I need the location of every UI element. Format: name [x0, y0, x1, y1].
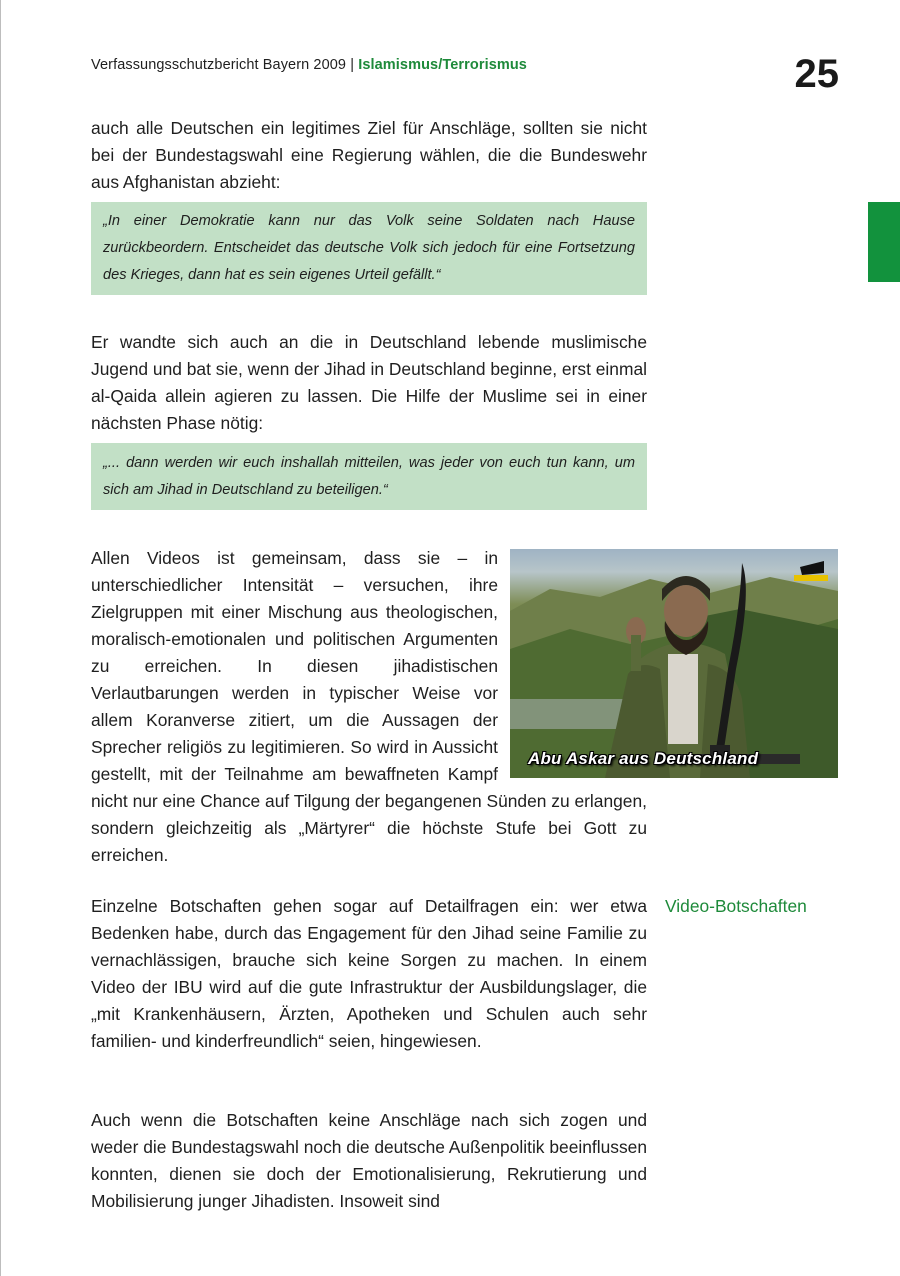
page-number: 25 [794, 52, 839, 96]
paragraph-3: Allen Videos ist gemeinsam, dass sie – in unterschiedlicher Intensität – versuchen, ihre Zielgruppen mit einer Mischung aus theologischen, moralisch-emotionalen und politischen Argumenten zu erreichen. In diesen jihadistischen Verlautbarungen werden in typischer Weise vor allem Koranverse zitiert, um die Aussagen der Sprecher religiös zu legitimieren. So wird in Aussicht gestellt, mit der Teilnahme am bewaffneten Kampf nicht nur eine Chance auf Tilgung der begangenen Sünden zu erlangen, sondern gleichzeitig als „Märtyrer“ die höchste Stufe bei Gott zu erreichen. [91, 548, 647, 865]
page-edge-line [0, 0, 1, 1276]
video-still-illustration [510, 549, 838, 778]
margin-note: Video-Botschaften [665, 896, 807, 916]
paragraph-3-with-figure [91, 545, 759, 869]
video-still-photo [510, 549, 838, 778]
section-title: Islamismus/Terrorismus [358, 57, 527, 73]
figure-caption: Abu Askar aus Deutschland [528, 749, 759, 768]
paragraph-5: Auch wenn die Botschaften keine Anschläge nach sich zogen und weder die Bundestagswahl noch die deutsche Außenpolitik beeinflussen konnten, dienen sie doch der Emotionalisierung, Rekrutierung und Mobilisierung junger Jihadisten. Insoweit sind [91, 1110, 647, 1211]
publication-title: Verfassungsschutzbericht Bayern 2009 [91, 57, 347, 73]
paragraph-4: Einzelne Botschaften gehen sogar auf Detailfragen ein: wer etwa Bedenken habe, durch das Engagement für den Jihad seine Familie zu vernachlässigen, brauche sich keine Sorgen zu machen. In einem Video der IBU wird auf die gute Infrastruktur der Ausbildungslager, die „mit Krankenhäusern, Ärzten, Apotheken und Schulen auch sehr familien- und kinderfreundlich“ seien, hingewiesen. [91, 896, 647, 1051]
quote-box-2: „... dann werden wir euch inshallah mitteilen, was jeder von euch tun kann, um sich am Jihad in Deutschland zu beteiligen.“ [91, 443, 647, 510]
running-header [91, 57, 527, 73]
paragraph-2: Er wandte sich auch an die in Deutschland lebende muslimische Jugend und bat sie, wenn der Jihad in Deutschland beginne, erst einmal al-Qaida allein agieren zu lassen. Die Hilfe der Muslime sei in einer nächsten Phase nötig: [91, 332, 647, 433]
paragraph-1: auch alle Deutschen ein legitimes Ziel für Anschläge, sollten sie nicht bei der Bundestagswahl eine Regierung wählen, die die Bundeswehr aus Afghanistan abzieht: [91, 118, 647, 192]
quote-box-1: „In einer Demokratie kann nur das Volk seine Soldaten nach Hause zurückbeordern. Entscheidet das deutsche Volk sich jedoch für eine Fortsetzung des Krieges, dann hat es sein eigenes Urteil gefällt.“ [91, 202, 647, 295]
header-separator: | [346, 57, 359, 73]
chapter-tab-marker [868, 202, 900, 282]
